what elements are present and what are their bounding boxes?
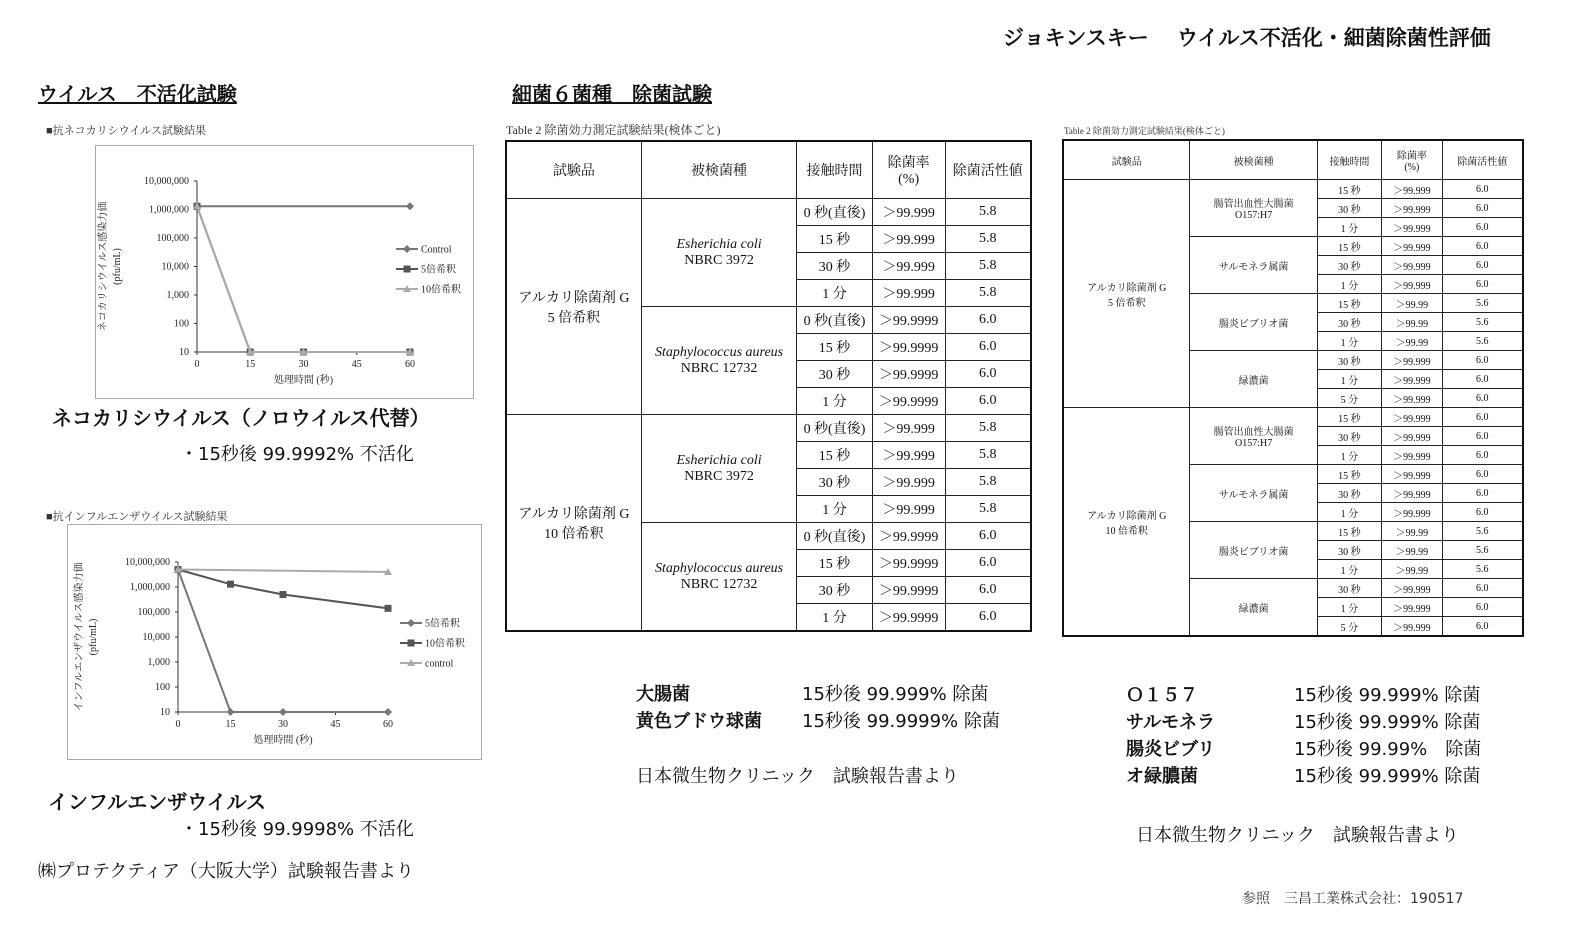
value-cell: ＞99.999 [1382,503,1442,522]
value-cell: 6.0 [1442,579,1523,598]
summary-result: 15秒後 99.999% 除菌 [1294,685,1481,706]
value-cell: 30 秒 [1317,541,1381,560]
value-cell: ＞99.999 [1382,389,1442,408]
value-cell: 15 秒 [1317,237,1381,256]
summary-name: 腸炎ビブリ [1126,739,1216,760]
legend-marker [404,266,411,273]
table-header: 除菌活性値 [1442,140,1523,180]
value-cell: ＞99.999 [1382,218,1442,237]
value-cell: ＞99.999 [872,415,945,442]
value-cell: 5 分 [1317,389,1381,408]
x-tick-label: 15 [225,719,236,730]
value-cell: ＞99.99 [1382,541,1442,560]
table3-summary [1126,682,1566,790]
value-cell: 5.8 [945,253,1031,280]
strain-cell: 腸炎ビブリオ菌 [1190,294,1317,351]
strain-cell: 腸炎ビブリオ菌 [1190,522,1317,579]
value-cell: 6.0 [945,577,1031,604]
data-point [384,708,392,716]
value-cell: ＞99.999 [872,253,945,280]
summary-row [636,681,1096,708]
table-header: 試験品 [506,141,641,199]
chart2-virus-name: インフルエンザウイルス [48,790,266,814]
value-cell: 6.0 [1442,218,1523,237]
value-cell: ＞99.9999 [872,361,945,388]
y-tick-label: 1,000 [166,290,189,301]
series-line [178,570,388,609]
summary-name: 大腸菌 [636,684,690,705]
chart1-frame [95,145,474,399]
summary-result: 15秒後 99.9999% 除菌 [802,711,1000,732]
summary-name: サルモネラ [1126,712,1216,733]
value-cell: 6.0 [1442,427,1523,446]
influenza-chart [68,525,481,759]
strain-cell: サルモネラ属菌 [1190,237,1317,294]
strain-cell: Staphylococcus aureus NBRC 12732 [641,307,796,415]
value-cell: 0 秒(直後) [797,199,873,226]
value-cell: ＞99.99 [1382,560,1442,579]
bacteria-table [505,140,1032,632]
virus-section-title: ウイルス 不活化試験 [38,82,237,106]
product-cell: アルカリ除菌剤 G 10 倍希釈 [1063,408,1190,637]
table-header: 被検菌種 [641,141,796,199]
data-point [280,591,287,598]
value-cell: 6.0 [1442,408,1523,427]
feline-calicivirus-chart [96,146,473,398]
strain-cell: Staphylococcus aureus NBRC 12732 [641,523,796,632]
value-cell: 6.0 [1442,351,1523,370]
legend-marker [403,245,411,253]
value-cell: ＞99.999 [872,226,945,253]
summary-row [1126,709,1566,736]
table-row [506,415,1031,442]
value-cell: 1 分 [797,388,873,415]
summary-row [636,708,1096,735]
value-cell: ＞99.9999 [872,334,945,361]
table-row [1063,408,1523,427]
value-cell: 1 分 [1317,446,1381,465]
value-cell: 6.0 [945,334,1031,361]
value-cell: ＞99.999 [1382,199,1442,218]
value-cell: ＞99.999 [872,199,945,226]
value-cell: 6.0 [945,388,1031,415]
value-cell: 6.0 [945,361,1031,388]
value-cell: 15 秒 [1317,522,1381,541]
value-cell: ＞99.9999 [872,604,945,632]
strain-cell: Esherichia coli NBRC 3972 [641,415,796,523]
table2-caption: Table 2 除菌効力測定試験結果(検体ごと) [506,123,721,137]
value-cell: ＞99.999 [1382,579,1442,598]
value-cell: 6.0 [945,523,1031,550]
table-row [1063,180,1523,199]
summary-result: 15秒後 99.99% 除菌 [1294,739,1482,760]
strain-cell: 腸管出血性大腸菌 O157:H7 [1190,180,1317,237]
data-point [227,708,235,716]
table3-caption: Table 2 除菌効力測定試験結果(検体ごと) [1064,126,1225,136]
value-cell: ＞99.999 [872,469,945,496]
summary-row [1126,682,1566,709]
x-tick-label: 0 [194,359,200,370]
bacteria-summary [636,681,1096,735]
summary-row [1126,763,1566,790]
value-cell: ＞99.9999 [872,577,945,604]
value-cell: 6.0 [1442,389,1523,408]
value-cell: 5.6 [1442,560,1523,579]
summary-name: オ緑膿菌 [1126,766,1198,787]
value-cell: ＞99.999 [1382,617,1442,637]
value-cell: 6.0 [1442,180,1523,199]
value-cell: 15 秒 [797,226,873,253]
y-tick-label: 10,000 [142,632,170,643]
value-cell: 6.0 [1442,237,1523,256]
y-tick-label: 1,000,000 [149,204,189,216]
summary-name: Ｏ１５７ [1126,685,1198,706]
y-tick-label: 100,000 [156,233,189,244]
value-cell: 6.0 [1442,598,1523,617]
table-header: 除菌活性値 [945,141,1031,199]
value-cell: 1 分 [797,604,873,632]
value-cell: ＞99.999 [1382,446,1442,465]
value-cell: 5 分 [1317,617,1381,637]
value-cell: 6.0 [945,307,1031,334]
y-tick-label: 10 [179,347,189,358]
value-cell: 1 分 [1317,560,1381,579]
value-cell: ＞99.999 [1382,427,1442,446]
y-axis-unit: (pfu/mL) [88,618,99,656]
x-tick-label: 45 [330,719,341,730]
legend-label: 5倍希釈 [421,264,456,276]
chart2-frame [67,524,482,760]
series-line [178,570,388,572]
strain-cell: Esherichia coli NBRC 3972 [641,199,796,307]
value-cell: 30 秒 [797,253,873,280]
y-axis-unit: (pfu/mL) [112,248,123,285]
product-cell: アルカリ除菌剤 G 5 倍希釈 [506,199,641,415]
y-axis-label: ネコカリシウイルス感染力価 [98,201,109,332]
value-cell: ＞99.999 [1382,370,1442,389]
value-cell: 15 秒 [797,550,873,577]
value-cell: 1 分 [1317,370,1381,389]
page-title: ジョキンスキー ウイルス不活化・細菌除菌性評価 [1003,26,1491,50]
summary-result: 15秒後 99.999% 除菌 [802,684,989,705]
chart1-virus-name: ネコカリシウイルス（ノロウイルス代替） [52,406,430,430]
chart2-result: ・15秒後 99.9998% 不活化 [180,819,414,840]
product-cell: アルカリ除菌剤 G 5 倍希釈 [1063,180,1190,408]
value-cell: 30 秒 [1317,199,1381,218]
legend-label: 10倍希釈 [425,638,465,650]
x-axis-label: 処理時間 (秒) [253,735,313,746]
value-cell: ＞99.999 [872,280,945,307]
legend-marker [407,619,415,627]
value-cell: 6.0 [1442,465,1523,484]
value-cell: 6.0 [945,604,1031,632]
value-cell: ＞99.9999 [872,307,945,334]
value-cell: ＞99.9999 [872,550,945,577]
bacteria-section-title: 細菌６菌種 除菌試験 [512,82,712,106]
value-cell: 5.8 [945,280,1031,307]
data-point [406,202,414,210]
strain-cell: サルモネラ属菌 [1190,465,1317,522]
value-cell: 6.0 [1442,370,1523,389]
y-tick-label: 100 [174,318,189,330]
summary-name: 黄色ブドウ球菌 [636,711,762,732]
table3-wrap [1062,139,1524,637]
value-cell: 6.0 [1442,446,1523,465]
value-cell: 5.8 [945,226,1031,253]
y-tick-label: 10 [160,707,170,718]
strain-cell: 緑濃菌 [1190,579,1317,637]
value-cell: 5.6 [1442,313,1523,332]
value-cell: ＞99.999 [872,442,945,469]
chart1-result: ・15秒後 99.9992% 不活化 [180,444,414,465]
summary-result: 15秒後 99.999% 除菌 [1294,712,1481,733]
value-cell: 30 秒 [1317,484,1381,503]
table2-wrap [505,140,1032,632]
legend-label: Control [421,244,452,256]
table-header: 接触時間 [1317,140,1381,180]
legend-label: control [425,658,454,670]
y-tick-label: 1,000,000 [130,582,170,593]
summary-result: 15秒後 99.999% 除菌 [1294,766,1481,787]
value-cell: ＞99.999 [1382,275,1442,294]
value-cell: 5.6 [1442,332,1523,351]
legend-label: 10倍希釈 [421,284,461,296]
value-cell: 5.8 [945,199,1031,226]
strain-cell: 緑濃菌 [1190,351,1317,408]
legend-marker [408,640,415,647]
value-cell: 1 分 [1317,503,1381,522]
value-cell: 1 分 [797,496,873,523]
product-cell: アルカリ除菌剤 G 10 倍希釈 [506,415,641,632]
value-cell: 1 分 [797,280,873,307]
value-cell: 15 秒 [1317,180,1381,199]
value-cell: 0 秒(直後) [797,415,873,442]
virus-source: ㈱プロテクティア（大阪大学）試験報告書より [38,861,414,882]
value-cell: 1 分 [1317,218,1381,237]
value-cell: 6.0 [945,550,1031,577]
value-cell: ＞99.999 [1382,484,1442,503]
value-cell: 15 秒 [1317,465,1381,484]
value-cell: 30 秒 [797,469,873,496]
value-cell: 15 秒 [1317,408,1381,427]
x-tick-label: 60 [405,359,415,370]
value-cell: 5.6 [1442,541,1523,560]
x-tick-label: 45 [351,359,362,370]
table-header: 接触時間 [797,141,873,199]
value-cell: 30 秒 [797,361,873,388]
x-tick-label: 30 [278,719,288,730]
value-cell: 30 秒 [1317,579,1381,598]
data-point [227,581,234,588]
series-line [178,570,388,712]
x-axis-label: 処理時間 (秒) [273,375,334,386]
value-cell: 6.0 [1442,617,1523,637]
y-tick-label: 10,000 [161,261,189,273]
x-tick-label: 30 [298,359,309,370]
value-cell: 30 秒 [1317,351,1381,370]
chart1-caption: ■抗ネコカリシウイルス試験結果 [46,125,206,137]
data-point [279,708,287,716]
y-tick-label: 100,000 [137,607,170,618]
series-line [197,206,410,352]
value-cell: 0 秒(直後) [797,523,873,550]
table-header: 被検菌種 [1190,140,1317,180]
value-cell: 5.8 [945,415,1031,442]
value-cell: ＞99.99 [1382,294,1442,313]
value-cell: 15 秒 [797,334,873,361]
value-cell: 1 分 [1317,598,1381,617]
summary-row [1126,736,1566,763]
value-cell: 6.0 [1442,275,1523,294]
value-cell: ＞99.99 [1382,522,1442,541]
strain-cell: 腸管出血性大腸菌 O157:H7 [1190,408,1317,465]
value-cell: 5.6 [1442,522,1523,541]
y-tick-label: 10,000,000 [144,176,189,187]
value-cell: ＞99.999 [1382,598,1442,617]
value-cell: 6.0 [1442,484,1523,503]
value-cell: ＞99.999 [1382,408,1442,427]
value-cell: 6.0 [1442,199,1523,218]
y-axis-label: インフルエンザウイルス感染力価 [74,562,85,712]
table-header: 除菌率 (%) [1382,140,1442,180]
value-cell: 30 秒 [1317,256,1381,275]
bacteria-table-2 [1062,139,1524,637]
value-cell: 5.6 [1442,294,1523,313]
chart2-caption: ■抗インフルエンザウイルス試験結果 [46,511,228,523]
value-cell: 0 秒(直後) [797,307,873,334]
table3-source: 日本微生物クリニック 試験報告書より [1136,825,1459,846]
value-cell: 30 秒 [797,577,873,604]
value-cell: ＞99.999 [1382,180,1442,199]
value-cell: ＞99.999 [1382,351,1442,370]
data-point [385,605,392,612]
value-cell: ＞99.999 [872,496,945,523]
y-tick-label: 10,000,000 [125,557,170,568]
x-tick-label: 60 [383,719,393,730]
table-header: 除菌率 (%) [872,141,945,199]
value-cell: 5.8 [945,469,1031,496]
value-cell: ＞99.999 [1382,256,1442,275]
y-tick-label: 1,000 [147,657,170,668]
series-line [197,206,410,352]
value-cell: 1 分 [1317,275,1381,294]
value-cell: 15 秒 [797,442,873,469]
value-cell: 15 秒 [1317,294,1381,313]
y-tick-label: 100 [155,682,170,693]
value-cell: ＞99.99 [1382,332,1442,351]
value-cell: 5.8 [945,442,1031,469]
table-header-row [1063,140,1523,180]
value-cell: ＞99.999 [1382,237,1442,256]
value-cell: ＞99.999 [1382,465,1442,484]
table-row [506,199,1031,226]
x-tick-label: 0 [175,719,181,730]
bacteria-source: 日本微生物クリニック 試験報告書より [636,766,959,787]
value-cell: 30 秒 [1317,313,1381,332]
value-cell: 30 秒 [1317,427,1381,446]
value-cell: ＞99.99 [1382,313,1442,332]
value-cell: 1 分 [1317,332,1381,351]
value-cell: ＞99.9999 [872,523,945,550]
value-cell: 6.0 [1442,256,1523,275]
reference-note: 参照 三昌工業株式会社：190517 [1242,891,1464,907]
legend-label: 5倍希釈 [425,618,460,630]
table-header-row [506,141,1031,199]
x-tick-label: 15 [245,359,256,370]
value-cell: 6.0 [1442,503,1523,522]
value-cell: ＞99.9999 [872,388,945,415]
table-header: 試験品 [1063,140,1190,180]
value-cell: 5.8 [945,496,1031,523]
